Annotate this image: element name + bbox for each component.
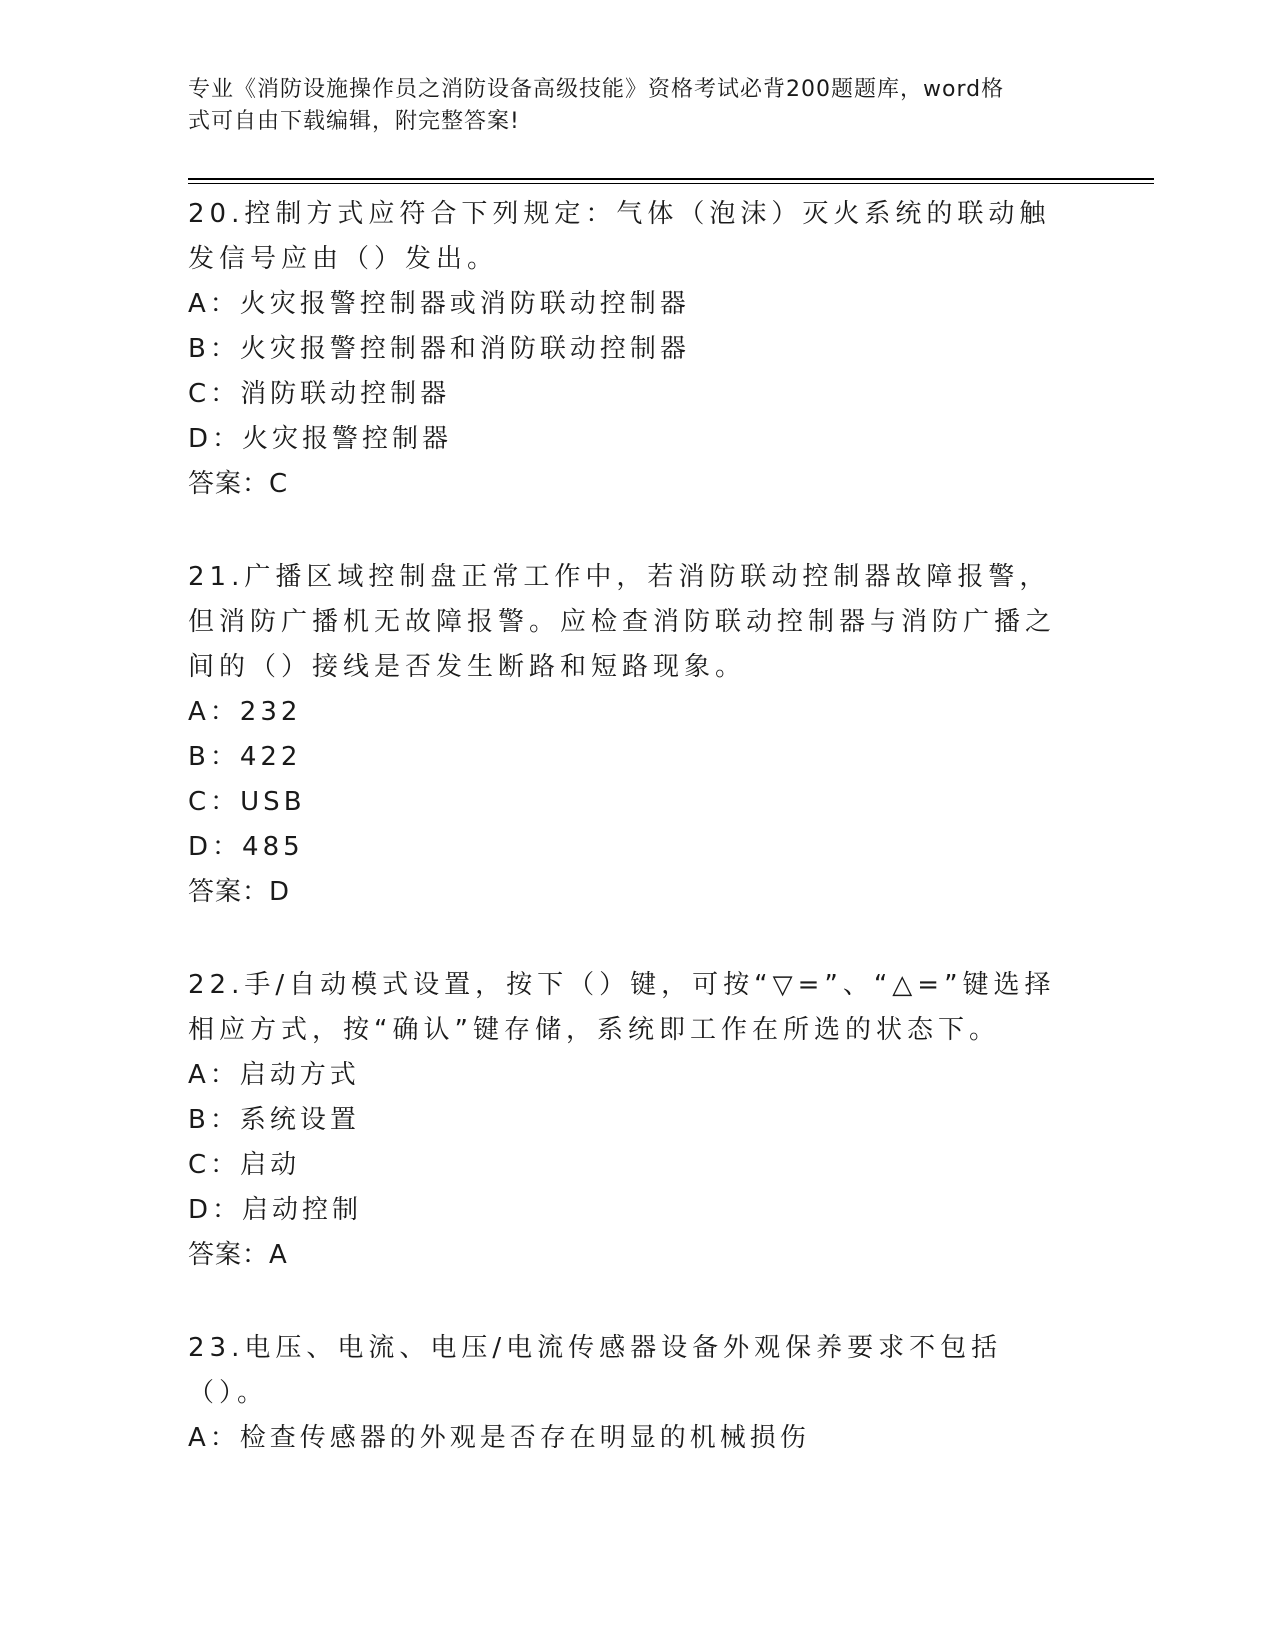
option-a: A：火灾报警控制器或消防联动控制器 [188, 289, 690, 319]
document-header [188, 74, 1068, 138]
answer: 答案：C [188, 469, 289, 499]
option-a: A：检查传感器的外观是否存在明显的机械损伤 [188, 1423, 810, 1453]
question-stem: 20.控制方式应符合下列规定：气体（泡沫）灭火系统的联动触发信号应由（）发出。 [188, 199, 1051, 274]
header-divider-thick [188, 178, 1154, 180]
question-stem: 22.手/自动模式设置，按下（）键，可按“▽=”、“△=”键选择相应方式，按“确认”键存储，系统即工作在所选的状态下。 [188, 970, 1056, 1045]
option-a: A：启动方式 [188, 1060, 360, 1090]
option-c: C：启动 [188, 1150, 301, 1180]
option-a: A：232 [188, 697, 302, 727]
option-d: D：火灾报警控制器 [188, 424, 453, 454]
answer: 答案：D [188, 877, 291, 907]
question-list [188, 192, 1088, 1461]
answer: 答案：A [188, 1240, 288, 1270]
header-line-1: 专业《消防设施操作员之消防设备高级技能》资格考试必背200题题库，word格 [188, 77, 1005, 102]
option-b: B：系统设置 [188, 1105, 360, 1135]
option-b: B：422 [188, 742, 302, 772]
spacer [188, 507, 1088, 555]
question-22 [188, 963, 1088, 1278]
spacer [188, 1278, 1088, 1326]
question-stem: 21.广播区域控制盘正常工作中，若消防联动控制器故障报警，但消防广播机无故障报警。应检查消防联动控制器与消防广播之间的（）接线是否发生断路和短路现象。 [188, 562, 1057, 682]
question-20 [188, 192, 1088, 507]
option-d: D：启动控制 [188, 1195, 363, 1225]
header-line-2: 式可自由下载编辑，附完整答案! [188, 109, 520, 134]
question-stem: 23.电压、电流、电压/电流传感器设备外观保养要求不包括（）。 [188, 1333, 1003, 1408]
option-b: B：火灾报警控制器和消防联动控制器 [188, 334, 690, 364]
spacer [188, 915, 1088, 963]
question-23 [188, 1326, 1088, 1461]
option-c: C：USB [188, 787, 306, 817]
header-divider-thin [188, 183, 1154, 184]
option-d: D：485 [188, 832, 304, 862]
option-c: C：消防联动控制器 [188, 379, 451, 409]
question-21 [188, 555, 1088, 915]
